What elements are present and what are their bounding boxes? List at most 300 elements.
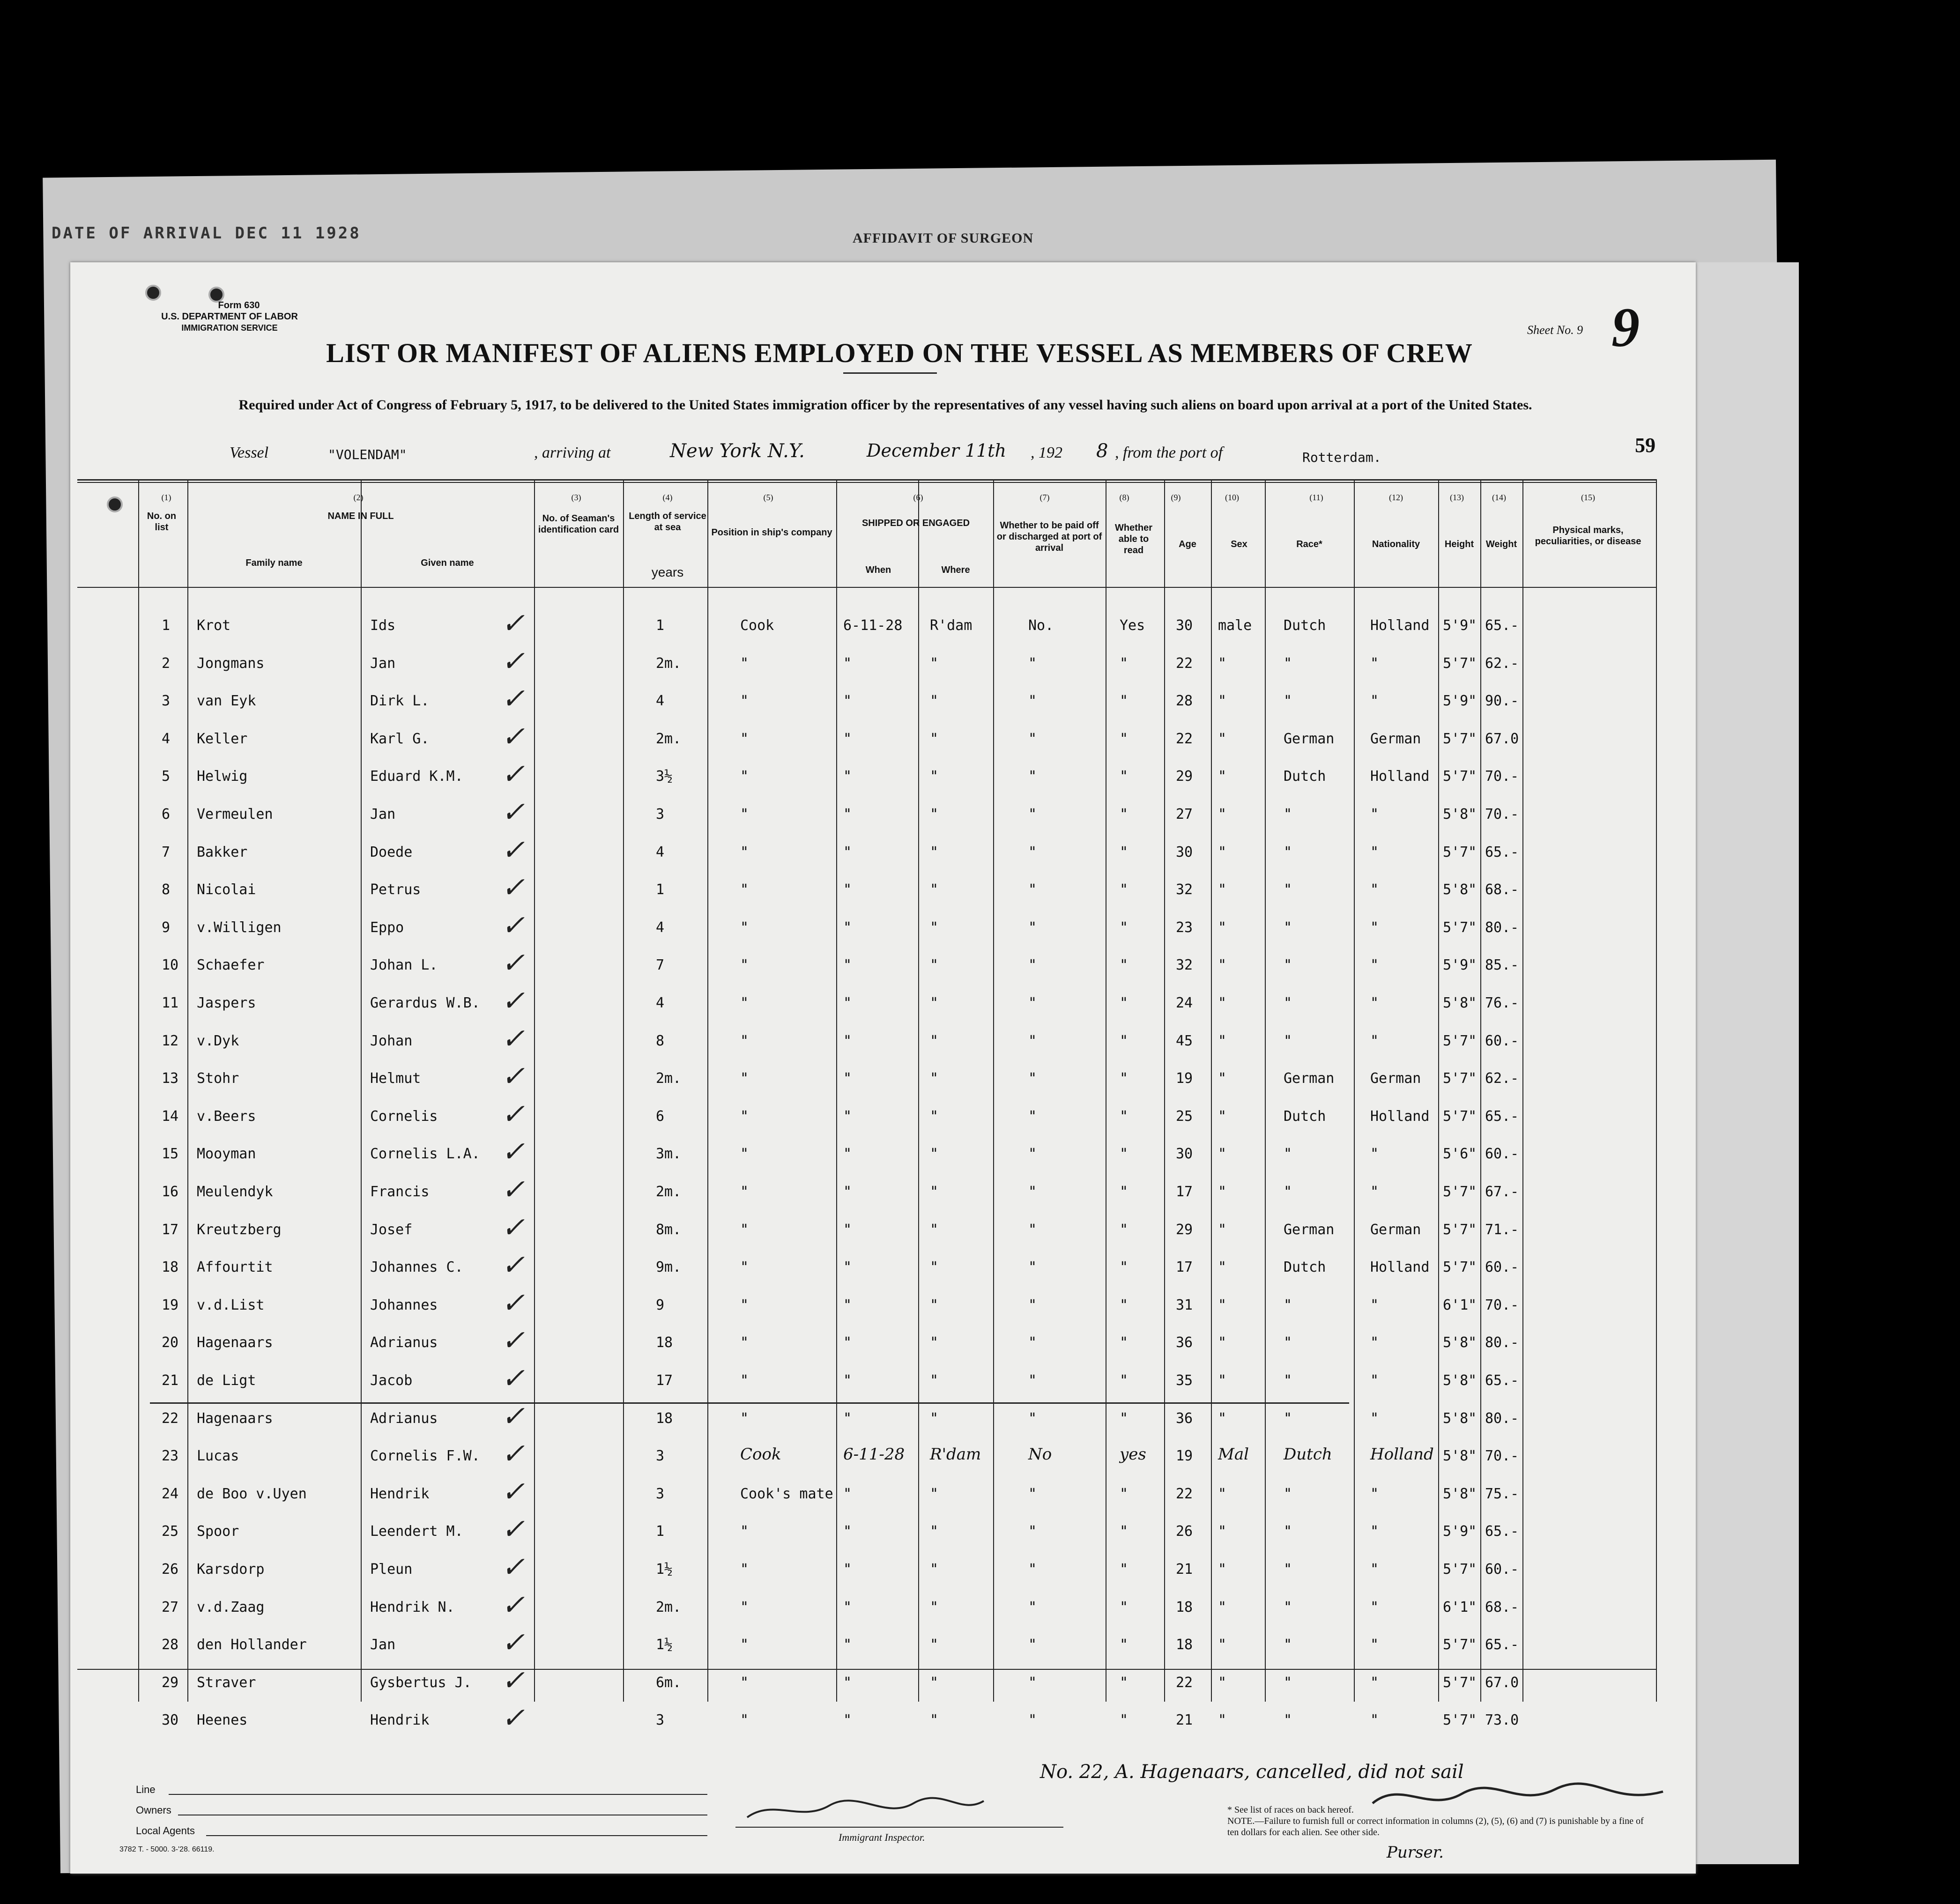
height: 5'7" [1443, 655, 1477, 672]
col-num: (12) [1389, 493, 1403, 502]
service-length: 1 [656, 882, 665, 898]
weight: 85.- [1485, 957, 1519, 974]
agents-label: Local Agents [136, 1825, 195, 1837]
row-number: 23 [162, 1448, 179, 1465]
given-name: Adrianus [370, 1334, 438, 1351]
race: " [1284, 1334, 1292, 1351]
table-row [0, 645, 1780, 693]
height: 6'1" [1443, 1296, 1477, 1313]
weight: 68.- [1485, 1599, 1519, 1615]
service-length: 6m. [656, 1674, 682, 1691]
service-length: 3 [656, 1712, 665, 1729]
position: " [740, 844, 749, 860]
position: " [740, 1599, 749, 1615]
shipped-where: " [930, 1410, 939, 1427]
nationality: German [1370, 1070, 1421, 1087]
sex: " [1218, 655, 1227, 672]
age: 23 [1176, 919, 1193, 936]
weight: 75.- [1485, 1485, 1519, 1502]
family-name: Straver [197, 1674, 256, 1691]
able-to-read: " [1120, 1599, 1128, 1615]
race: " [1284, 1637, 1292, 1653]
table-row [0, 682, 1780, 730]
check-mark-icon: ✓ [501, 1097, 525, 1131]
race: " [1284, 1561, 1292, 1578]
table-row [0, 1135, 1780, 1183]
paid-off: " [1028, 1334, 1037, 1351]
paid-off: " [1028, 919, 1037, 936]
shipped-where: " [930, 1674, 939, 1691]
table-row [0, 720, 1780, 768]
age: 35 [1176, 1372, 1193, 1389]
col-num: (14) [1492, 493, 1506, 502]
age: 30 [1176, 1146, 1193, 1163]
height: 5'8" [1443, 1448, 1477, 1465]
weight: 67.0 [1485, 1674, 1519, 1691]
nationality: " [1370, 1032, 1379, 1049]
paid-off: " [1028, 1485, 1037, 1502]
check-mark-icon: ✓ [501, 645, 525, 678]
age: 18 [1176, 1637, 1193, 1653]
family-name: v.d.List [197, 1296, 265, 1313]
shipped-where: " [930, 1221, 939, 1238]
height: 6'1" [1443, 1599, 1477, 1615]
sex: " [1218, 1599, 1227, 1615]
service-length: 1½ [656, 1637, 673, 1653]
table-row [0, 607, 1780, 655]
col-num: (1) [161, 493, 171, 502]
shipped-where: " [930, 1108, 939, 1125]
row-number: 22 [162, 1410, 179, 1427]
col-num: (11) [1309, 493, 1323, 502]
family-name: Jaspers [197, 995, 256, 1011]
race: " [1284, 1184, 1292, 1200]
service-length: 2m. [656, 1184, 682, 1200]
shipped-when: " [843, 919, 852, 936]
shipped-where: " [930, 1637, 939, 1653]
shipped-when: " [843, 1523, 852, 1540]
family-name: Hagenaars [197, 1410, 273, 1427]
shipped-when: " [843, 1032, 852, 1049]
sex: " [1218, 730, 1227, 747]
height: 5'7" [1443, 1032, 1477, 1049]
sex: " [1218, 1637, 1227, 1653]
paid-off: " [1028, 1410, 1037, 1427]
paid-off: " [1028, 995, 1037, 1011]
shipped-where: " [930, 768, 939, 785]
age: 29 [1176, 1221, 1193, 1238]
arrival-port: New York N.Y. [670, 440, 805, 462]
shipped-when: " [843, 1410, 852, 1427]
given-name: Ids [370, 617, 396, 634]
position: " [740, 655, 749, 672]
height: 5'7" [1443, 1674, 1477, 1691]
position: " [740, 1296, 749, 1313]
col-num: (2) [353, 493, 364, 502]
header-years: years [651, 565, 684, 579]
age: 22 [1176, 655, 1193, 672]
col-num: (13) [1450, 493, 1464, 502]
race: Dutch [1284, 1108, 1326, 1125]
nationality: " [1370, 806, 1379, 822]
table-row [0, 1173, 1780, 1221]
row-number: 25 [162, 1523, 179, 1540]
able-to-read: " [1120, 1259, 1128, 1276]
shipped-when: " [843, 1599, 852, 1615]
service-length: 17 [656, 1372, 673, 1389]
given-name: Leendert M. [370, 1523, 463, 1540]
family-name: Mooyman [197, 1146, 256, 1163]
given-name: Cornelis L.A. [370, 1146, 480, 1163]
check-mark-icon: ✓ [501, 871, 525, 904]
header-where: Where [941, 565, 970, 575]
row-number: 10 [162, 957, 179, 974]
age: 36 [1176, 1410, 1193, 1427]
nationality: " [1370, 1372, 1379, 1389]
department-label: U.S. DEPARTMENT OF LABOR [161, 311, 298, 322]
weight: 70.- [1485, 1448, 1519, 1465]
age: 26 [1176, 1523, 1193, 1540]
service-length: 9 [656, 1296, 665, 1313]
race: " [1284, 995, 1292, 1011]
service-length: 9m. [656, 1259, 682, 1276]
service-label: IMMIGRATION SERVICE [181, 323, 278, 333]
weight: 73.0 [1485, 1712, 1519, 1729]
table-row [0, 1022, 1780, 1070]
height: 5'8" [1443, 995, 1477, 1011]
family-name: Karsdorp [197, 1561, 265, 1578]
departure-port: Rotterdam. [1302, 450, 1381, 465]
table-row [0, 1400, 1780, 1448]
race: Dutch [1284, 1445, 1332, 1464]
position: " [740, 1032, 749, 1049]
weight: 65.- [1485, 844, 1519, 860]
service-length: 6 [656, 1108, 665, 1125]
check-mark-icon: ✓ [501, 909, 525, 942]
given-name: Johannes [370, 1296, 438, 1313]
service-length: 1 [656, 617, 665, 634]
given-name: Cornelis [370, 1108, 438, 1125]
position: " [740, 1146, 749, 1163]
header-family-name: Family name [245, 558, 303, 568]
sex: " [1218, 1485, 1227, 1502]
service-length: 2m. [656, 1070, 682, 1087]
able-to-read: " [1120, 693, 1128, 710]
able-to-read: " [1120, 806, 1128, 822]
header-able-read: Whether able to read [1115, 523, 1152, 556]
line-label: Line [136, 1784, 156, 1795]
able-to-read: " [1120, 1674, 1128, 1691]
position: " [740, 1523, 749, 1540]
given-name: Adrianus [370, 1410, 438, 1427]
table-row [0, 947, 1780, 994]
header-race: Race* [1296, 539, 1322, 549]
given-name: Helmut [370, 1070, 421, 1087]
nationality: " [1370, 693, 1379, 710]
row-number: 3 [162, 693, 171, 710]
table-row [0, 1286, 1780, 1334]
service-length: 3 [656, 1448, 665, 1465]
weight: 90.- [1485, 693, 1519, 710]
shipped-when: " [843, 1259, 852, 1276]
shipped-where: " [930, 1334, 939, 1351]
sex: " [1218, 806, 1227, 822]
table-row [0, 985, 1780, 1032]
family-name: Lucas [197, 1448, 239, 1465]
paid-off: " [1028, 1637, 1037, 1653]
nationality: German [1370, 1221, 1421, 1238]
weight: 67.- [1485, 1184, 1519, 1200]
given-name: Cornelis F.W. [370, 1448, 480, 1465]
paid-off: " [1028, 844, 1037, 860]
nationality: " [1370, 1146, 1379, 1163]
paid-off: " [1028, 1259, 1037, 1276]
age: 17 [1176, 1259, 1193, 1276]
row-number: 1 [162, 617, 171, 634]
shipped-when: " [843, 1334, 852, 1351]
vessel-name: "VOLENDAM" [328, 447, 407, 462]
header-position: Position in ship's company [711, 527, 832, 538]
able-to-read: " [1120, 882, 1128, 898]
table-row [0, 1211, 1780, 1259]
sex: " [1218, 1184, 1227, 1200]
check-mark-icon: ✓ [501, 1173, 525, 1206]
height: 5'7" [1443, 1259, 1477, 1276]
col-num: (15) [1581, 493, 1595, 502]
print-code: 3782 T. - 5000. 3-'28. 66119. [119, 1845, 215, 1853]
races-note: * See list of races on back hereof. [1227, 1805, 1354, 1815]
family-name: Kreutzberg [197, 1221, 282, 1238]
able-to-read: " [1120, 1070, 1128, 1087]
service-length: 18 [656, 1334, 673, 1351]
check-mark-icon: ✓ [501, 1211, 525, 1244]
sex: " [1218, 957, 1227, 974]
age: 25 [1176, 1108, 1193, 1125]
paid-off: " [1028, 1674, 1037, 1691]
sex: " [1218, 1221, 1227, 1238]
race: " [1284, 1523, 1292, 1540]
check-mark-icon: ✓ [501, 1135, 525, 1169]
row-number: 7 [162, 844, 171, 860]
position: " [740, 806, 749, 822]
able-to-read: " [1120, 768, 1128, 785]
position: " [740, 693, 749, 710]
nationality: Holland [1370, 1259, 1430, 1276]
table-row [0, 1475, 1780, 1523]
nationality: Holland [1370, 1108, 1430, 1125]
sex: male [1218, 617, 1252, 634]
family-name: v.Dyk [197, 1032, 239, 1049]
weight: 67.0 [1485, 730, 1519, 747]
header-weight: Weight [1485, 539, 1517, 549]
shipped-where: " [930, 1523, 939, 1540]
age: 29 [1176, 768, 1193, 785]
family-name: Vermeulen [197, 806, 273, 822]
shipped-where: " [930, 1599, 939, 1615]
race: German [1284, 730, 1335, 747]
row-number: 11 [162, 995, 179, 1011]
table-row [0, 833, 1780, 882]
shipped-where: " [930, 1296, 939, 1313]
age: 27 [1176, 806, 1193, 822]
family-name: Hagenaars [197, 1334, 273, 1351]
position: " [740, 957, 749, 974]
table-row [0, 1437, 1780, 1485]
given-name: Josef [370, 1221, 413, 1238]
weight: 65.- [1485, 1108, 1519, 1125]
paid-off: " [1028, 1296, 1037, 1313]
paid-off: No. [1028, 617, 1054, 634]
weight: 71.- [1485, 1221, 1519, 1238]
header-age: Age [1179, 539, 1196, 549]
able-to-read: " [1120, 1410, 1128, 1427]
check-mark-icon: ✓ [501, 682, 525, 716]
paid-off: " [1028, 957, 1037, 974]
height: 5'7" [1443, 919, 1477, 936]
punch-hole [145, 285, 161, 301]
check-mark-icon: ✓ [501, 1362, 525, 1395]
able-to-read: " [1120, 1637, 1128, 1653]
sex: " [1218, 844, 1227, 860]
row-number: 26 [162, 1561, 179, 1578]
age: 30 [1176, 617, 1193, 634]
header-length-service: Length of service at sea [629, 511, 706, 533]
row-number: 12 [162, 1032, 179, 1049]
age: 24 [1176, 995, 1193, 1011]
paid-off: No [1028, 1445, 1052, 1464]
nationality: " [1370, 655, 1379, 672]
shipped-when: " [843, 1637, 852, 1653]
nationality: " [1370, 1410, 1379, 1427]
shipped-where: " [930, 1032, 939, 1049]
nationality: " [1370, 957, 1379, 974]
sex: " [1218, 1296, 1227, 1313]
header-shipped-engaged: SHIPPED OR ENGAGED [861, 518, 970, 528]
sex: " [1218, 1561, 1227, 1578]
row-number: 16 [162, 1184, 179, 1200]
check-mark-icon: ✓ [501, 985, 525, 1017]
shipped-when: " [843, 844, 852, 860]
check-mark-icon: ✓ [501, 1475, 525, 1508]
race: " [1284, 655, 1292, 672]
row-number: 18 [162, 1259, 179, 1276]
position: " [740, 1184, 749, 1200]
paid-off: " [1028, 1146, 1037, 1163]
age: 21 [1176, 1712, 1193, 1729]
sex: Mal [1218, 1445, 1249, 1464]
given-name: Pleun [370, 1561, 413, 1578]
row-number: 6 [162, 806, 171, 822]
table-row [0, 1324, 1780, 1372]
able-to-read: " [1120, 1108, 1128, 1125]
row-number: 21 [162, 1372, 179, 1389]
family-name: den Hollander [197, 1637, 307, 1653]
check-mark-icon: ✓ [501, 1437, 525, 1471]
sex: " [1218, 995, 1227, 1011]
weight: 70.- [1485, 768, 1519, 785]
age: 19 [1176, 1070, 1193, 1087]
fine-note: NOTE.—Failure to furnish full or correct information in columns (2), (5), (6) and (7) is punishable by a fine of ten dollars for each alien. See other side. [1227, 1816, 1644, 1837]
position: " [740, 1070, 749, 1087]
shipped-where: " [930, 995, 939, 1011]
shipped-where: " [930, 655, 939, 672]
given-name: Doede [370, 844, 413, 860]
sex: " [1218, 1674, 1227, 1691]
cancellation-note: No. 22, A. Hagenaars, cancelled, did not sail [1040, 1761, 1464, 1783]
race: " [1284, 1599, 1292, 1615]
sex: " [1218, 1259, 1227, 1276]
family-name: Bakker [197, 844, 248, 860]
nationality: " [1370, 995, 1379, 1011]
header-sex: Sex [1231, 539, 1247, 549]
header-physical-marks: Physical marks, peculiarities, or disease [1535, 525, 1641, 547]
position: " [740, 1410, 749, 1427]
position: " [740, 1221, 749, 1238]
height: 5'9" [1443, 693, 1477, 710]
position: " [740, 768, 749, 785]
given-name: Johan L. [370, 957, 438, 974]
page-subtitle: Required under Act of Congress of February 5, 1917, to be delivered to the United States immigration officer by the representatives of any vessel having such aliens on board upon arrival at a port of the United States. [238, 397, 1532, 413]
shipped-where: " [930, 730, 939, 747]
age: 31 [1176, 1296, 1193, 1313]
nationality: " [1370, 1184, 1379, 1200]
owners-label: Owners [136, 1804, 171, 1816]
height: 5'8" [1443, 882, 1477, 898]
service-length: 4 [656, 995, 665, 1011]
given-name: Francis [370, 1184, 430, 1200]
height: 5'9" [1443, 1523, 1477, 1540]
shipped-when: " [843, 1108, 852, 1125]
nationality: Holland [1370, 768, 1430, 785]
height: 5'6" [1443, 1146, 1477, 1163]
header-paid-off: Whether to be paid off or discharged at port of arrival [996, 520, 1102, 553]
inspector-label: Immigrant Inspector. [839, 1831, 925, 1843]
row-number: 14 [162, 1108, 179, 1125]
sex: " [1218, 1032, 1227, 1049]
shipped-when: " [843, 1561, 852, 1578]
family-name: Nicolai [197, 882, 256, 898]
table-row [0, 758, 1780, 806]
paid-off: " [1028, 1108, 1037, 1125]
position: " [740, 1674, 749, 1691]
able-to-read: " [1120, 1712, 1128, 1729]
from-port-label: , from the port of [1115, 444, 1223, 461]
able-to-read: " [1120, 1561, 1128, 1578]
col-num: (7) [1039, 493, 1050, 502]
header-seaman-card: No. of Seaman's identification card [538, 513, 619, 535]
given-name: Gysbertus J. [370, 1674, 472, 1691]
paid-off: " [1028, 1070, 1037, 1087]
position: " [740, 1712, 749, 1729]
shipped-where: " [930, 1372, 939, 1389]
given-name: Jan [370, 806, 396, 822]
service-length: 8 [656, 1032, 665, 1049]
arrival-date-stamp: DATE OF ARRIVAL DEC 11 1928 [52, 224, 361, 243]
position: " [740, 1637, 749, 1653]
race: " [1284, 882, 1292, 898]
table-row [0, 1626, 1780, 1674]
age: 22 [1176, 730, 1193, 747]
shipped-when: " [843, 1372, 852, 1389]
service-length: 7 [656, 957, 665, 974]
shipped-where: " [930, 844, 939, 860]
height: 5'7" [1443, 844, 1477, 860]
age: 32 [1176, 957, 1193, 974]
age: 30 [1176, 844, 1193, 860]
service-length: 4 [656, 693, 665, 710]
position: " [740, 919, 749, 936]
race: " [1284, 919, 1292, 936]
